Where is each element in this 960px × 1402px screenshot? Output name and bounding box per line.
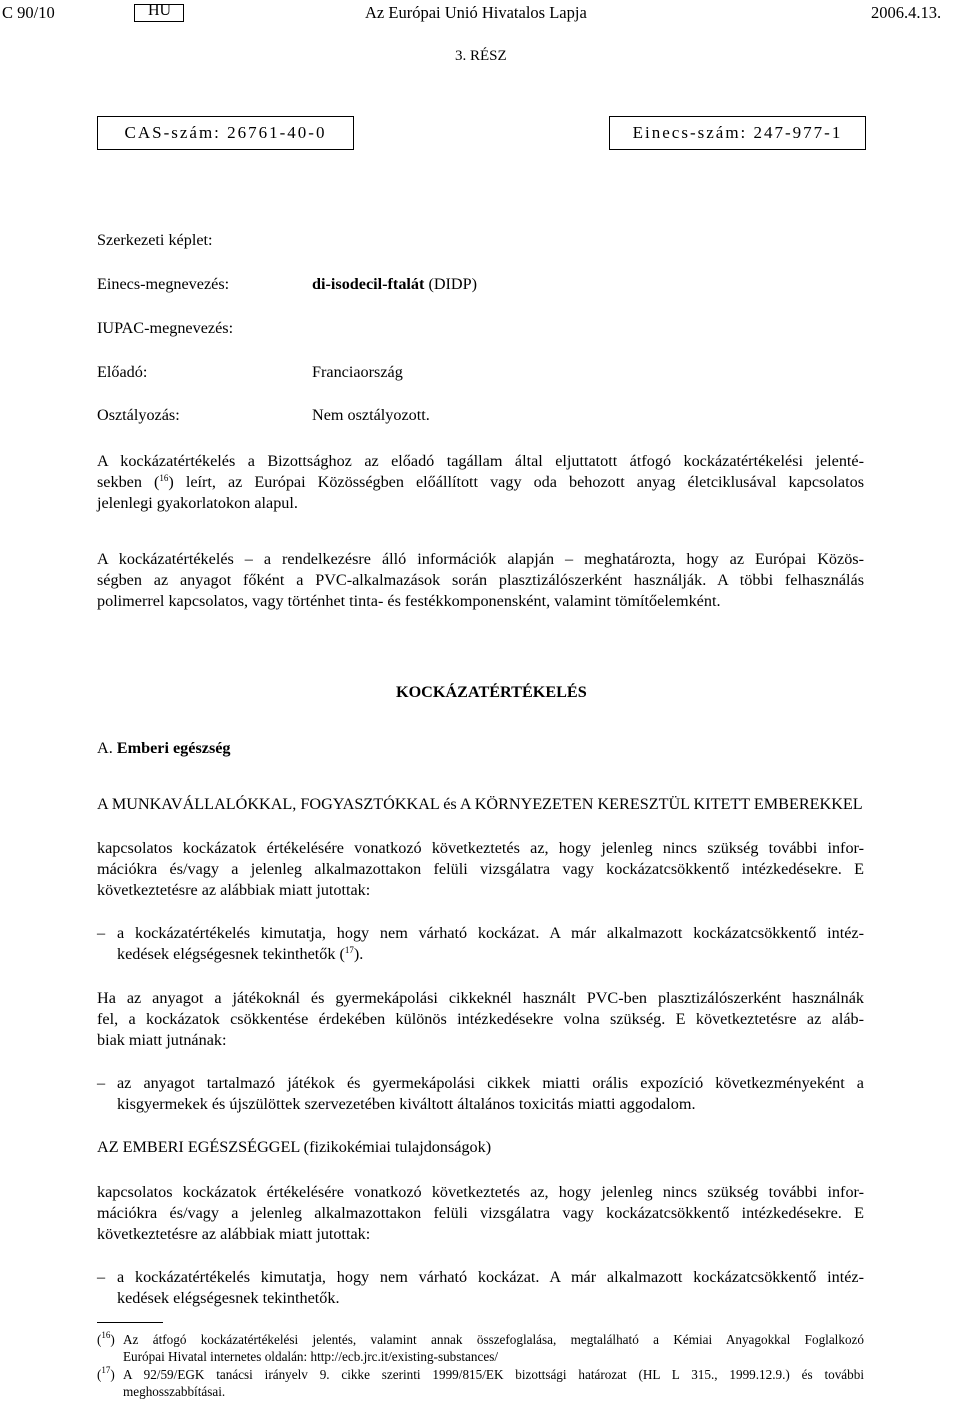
block1-item1-text-a: kedések elégségesnek tekinthetők ( <box>117 945 345 963</box>
block1-item2-line2: kisgyermekek és újszülöttek szervezetében kiváltott általános toxicitás miatti aggodalom. <box>117 1095 696 1113</box>
einecs-name-label: Einecs-megnevezés: <box>97 275 230 293</box>
block1-p2-line2: fel, a kockázatok csökkentése érdekében különös intézkedésekre volna szükség. E következtetésre az aláb- <box>97 1010 864 1028</box>
footnote-17-line1: A 92/59/EGK tanácsi irányelv 9. cikke szerinti 1999/815/EK bizottsági határozat (HL L 315., 1999.12.9.) és további <box>123 1367 864 1382</box>
classification-label: Osztályozás: <box>97 406 180 424</box>
cas-number-box <box>97 116 354 150</box>
block1-item1-line2 <box>117 944 363 966</box>
footnote-17-line2: meghosszabbításai. <box>123 1384 226 1399</box>
footnote-17-mark: ($^{17}$) <box>97 1365 115 1382</box>
intro-p1-text-b: ) leírt, az Európai Közösségben előállított vagy oda behozott anyag életciklusával kapcsolatos <box>168 473 865 491</box>
iupac-label: IUPAC-megnevezés: <box>97 319 234 337</box>
block1-dash1: – <box>97 924 106 942</box>
block1-line2: mációkra és/vagy a jelenleg alkalmazottakon felüli vizsgálatra vagy kockázatcsökkentő intézkedésekre. E <box>97 860 864 878</box>
section-title: KOCKÁZATÉRTÉKELÉS <box>396 683 587 701</box>
einecs-name-abbr: (DIDP) <box>424 275 478 293</box>
einecs-name-bold: di-isodecil-ftalát <box>312 275 425 293</box>
intro-p1-line2 <box>97 472 864 494</box>
einecs-number-box <box>609 116 866 150</box>
intro-p1-line1: A kockázatértékelés a Bizottsághoz az előadó tagállam által eljuttatott átfogó kockázatértékelési jelenté- <box>97 452 864 470</box>
footnote-16-mark: ($^{16}$) <box>97 1330 115 1347</box>
block2-dash1: – <box>97 1268 106 1286</box>
einecs-name-value <box>312 274 477 296</box>
footnote-separator <box>97 1322 163 1323</box>
footnote-ref-16: 16 <box>159 473 169 483</box>
block2-line3: következtetésre az alábbiak miatt jutottak: <box>97 1225 371 1243</box>
footnote-16-line2: Európai Hivatal internetes oldalán: http://ecb.jrc.it/existing-substances/ <box>123 1349 499 1364</box>
part-heading: 3. RÉSZ <box>455 48 507 64</box>
publication-date: 2006.4.13. <box>871 3 942 22</box>
intro-p2-line2: ségben az anyagot főként a PVC-alkalmazások során plasztizálószerként használják. A többi felhasználás <box>97 571 864 589</box>
block1-p2-line3: biak miatt jutnának: <box>97 1031 227 1049</box>
block1-item1-line1: a kockázatértékelés kimutatja, hogy nem várható kockázat. A már alkalmazott kockázatcsökkentő intéz- <box>117 924 864 942</box>
cas-number: CAS-szám: 26761-40-0 <box>124 123 327 142</box>
einecs-number: Einecs-szám: 247-977-1 <box>632 123 843 142</box>
footnote-17-number: 17 <box>101 1365 111 1375</box>
block2-line2: mációkra és/vagy a jelenleg alkalmazottakon felüli vizsgálatra vagy kockázatcsökkentő intézkedésekre. E <box>97 1204 864 1222</box>
subsection-heading <box>97 738 231 760</box>
block1-dash2: – <box>97 1074 106 1092</box>
block2-line1: kapcsolatos kockázatok értékelésére vonatkozó következtetés az, hogy jelenleg nincs szükség további infor- <box>97 1183 864 1201</box>
block1-item2-line1: az anyagot tartalmazó játékok és gyermekápolási cikkek miatti orális expozíció következményeként a <box>117 1074 864 1092</box>
intro-p1-text-a: sekben ( <box>97 473 160 491</box>
subsection-title: Emberi egészség <box>116 739 231 757</box>
block2-item1-line2: kedések elégségesnek tekinthetők. <box>117 1289 340 1307</box>
intro-p1-line3: jelenlegi gyakorlatokon alapul. <box>97 494 298 512</box>
footnote-16-line1: Az átfogó kockázatértékelési jelentés, valamint annak összefoglalása, megtalálható a Kémiai Anyagokkal Foglalkozó <box>123 1332 864 1347</box>
structure-label: Szerkezeti képlet: <box>97 231 213 249</box>
language-code: HU <box>148 2 172 19</box>
classification-value: Nem osztályozott. <box>312 406 430 424</box>
block1-heading: A MUNKAVÁLLALÓKKAL, FOGYASZTÓKKAL és A KÖRNYEZETEN KERESZTÜL KITETT EMBEREKKEL <box>97 795 863 813</box>
subsection-letter: A. <box>97 739 113 757</box>
block2-item1-line1: a kockázatértékelés kimutatja, hogy nem várható kockázat. A már alkalmazott kockázatcsökkentő intéz- <box>117 1268 864 1286</box>
block1-item1-text-b: ). <box>353 945 364 963</box>
block1-p2-line1: Ha az anyagot a játékoknál és gyermekápolási cikkeknél használt PVC-ben plasztizálószerként használnák <box>97 989 864 1007</box>
block2-heading: AZ EMBERI EGÉSZSÉGGEL (fizikokémiai tulajdonságok) <box>97 1138 492 1156</box>
footnote-ref-17: 17 <box>344 945 354 955</box>
footnote-16-number: 16 <box>101 1330 111 1340</box>
block1-line1: kapcsolatos kockázatok értékelésére vonatkozó következtetés az, hogy jelenleg nincs szükség további infor- <box>97 839 864 857</box>
rapporteur-label: Előadó: <box>97 363 148 381</box>
journal-title: Az Európai Unió Hivatalos Lapja <box>365 3 587 22</box>
block1-line3: következtetésre az alábbiak miatt jutottak: <box>97 881 371 899</box>
page-reference: C 90/10 <box>2 3 55 22</box>
intro-p2-line3: polimerrel kapcsolatos, vagy történhet tinta- és festékkomponensként, valamint tömítőelemként. <box>97 592 721 610</box>
rapporteur-value: Franciaország <box>312 363 403 381</box>
intro-p2-line1: A kockázatértékelés – a rendelkezésre álló információk alapján – meghatározta, hogy az Európai Közös- <box>97 550 864 568</box>
